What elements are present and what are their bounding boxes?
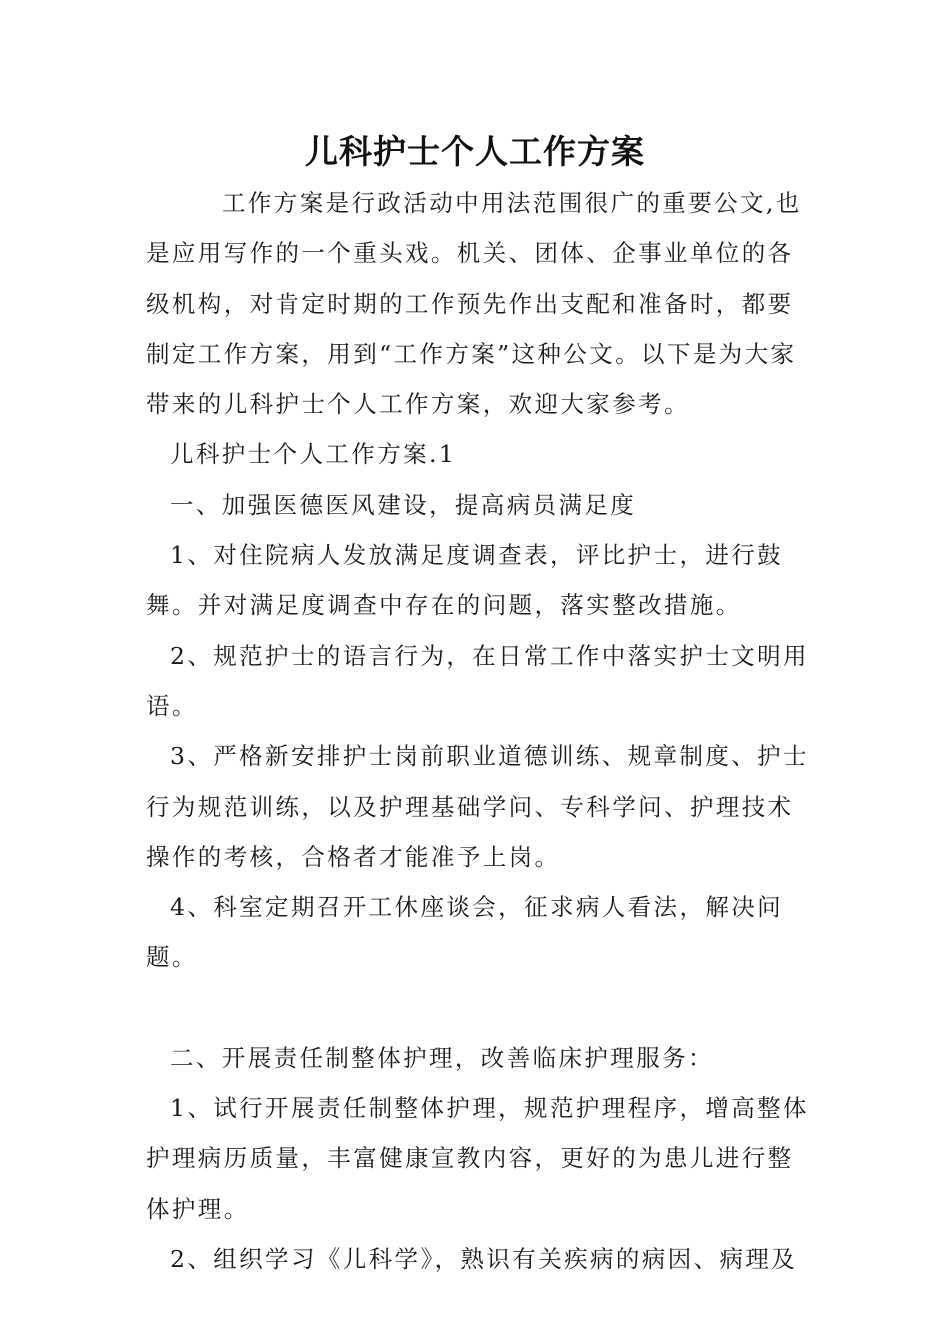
section-plan-heading: 儿科护士个人工作方案.1 — [170, 440, 457, 469]
section-one-item-1: 1、对住院病人发放满足度调查表，评比护士，进行鼓舞。并对满足度调查中存在的问题，落实整改措施。 — [146, 541, 784, 620]
intro-paragraph: 工作方案是行政活动中用法范围很广的重要公文,也是应用写作的一个重头戏。机关、团体、企事业单位的各级机构，对肯定时期的工作预先作出支配和准备时，都要制定工作方案，用到“工作方案”这种公文。以下是为大家带来的儿科护士个人工作方案，欢迎大家参考。 — [146, 189, 802, 419]
paragraph-gap — [146, 983, 814, 1033]
section-one-heading: 一、加强医德医风建设，提高病员满足度 — [170, 490, 637, 519]
section-two-item-1: 1、试行开展责任制整体护理，规范护理程序，增高整体护理病历质量，丰富健康宣教内容，更好的为患儿进行整体护理。 — [146, 1094, 809, 1223]
section-two-heading: 二、开展责任制整体护理，改善临床护理服务： — [170, 1043, 714, 1072]
document-title: 儿科护士个人工作方案 — [305, 132, 645, 171]
section-one-item-2: 2、规范护士的语言行为，在日常工作中落实护士文明用语。 — [146, 641, 809, 720]
section-two-item-2: 2、组织学习《儿科学》，熟识有关疾病的病因、病理及 — [170, 1244, 798, 1273]
section-one-item-4: 4、科室定期召开工休座谈会，征求病人看法，解决问题。 — [146, 893, 784, 972]
document-body — [146, 178, 814, 1284]
section-one-item-3: 3、严格新安排护士岗前职业道德训练、规章制度、护士行为规范训练，以及护理基础学问、专科学问、护理技术操作的考核，合格者才能准予上岗。 — [146, 742, 809, 871]
